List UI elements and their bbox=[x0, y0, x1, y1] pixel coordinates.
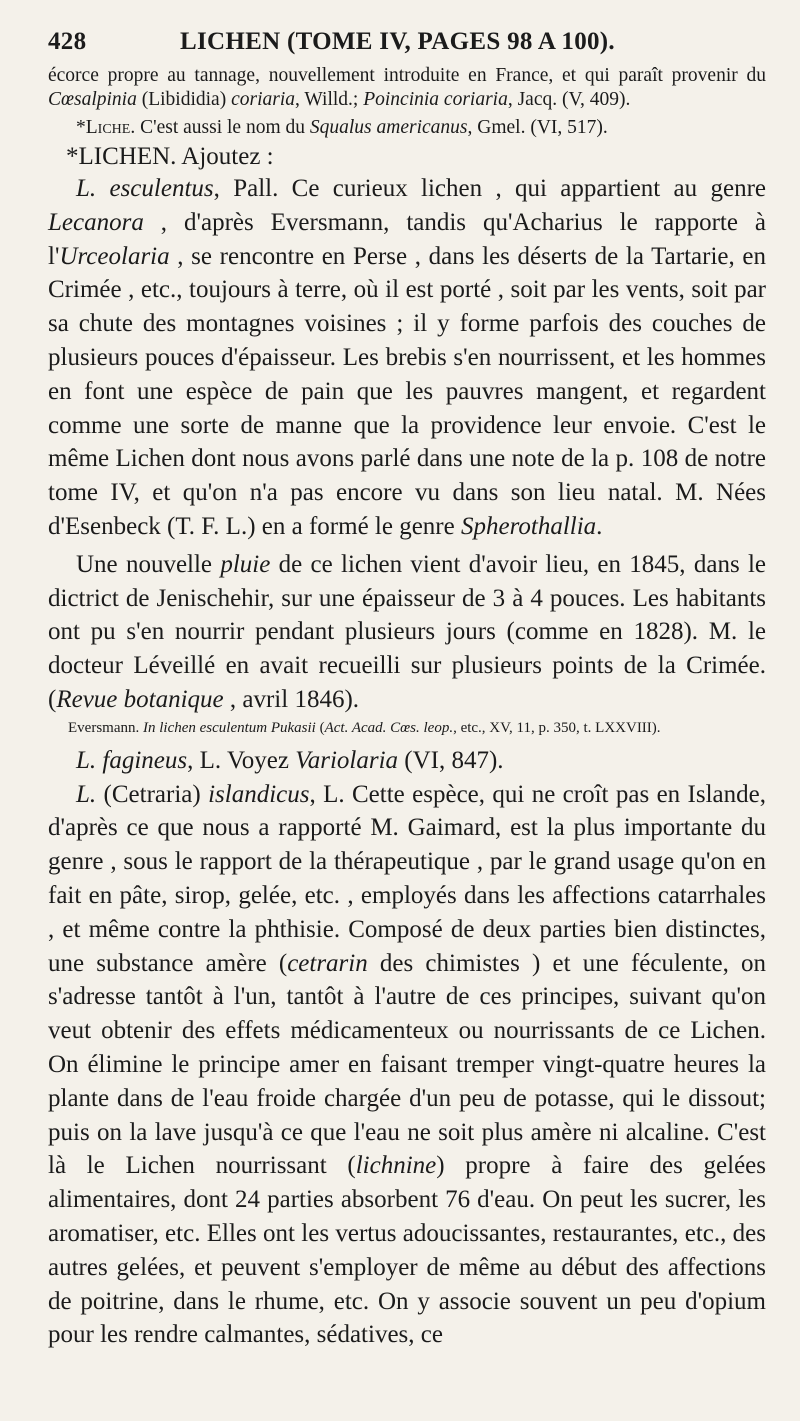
paragraph-pluie: Une nouvelle pluie de ce lichen vient d'avoir lieu, en 1845, dans le dictrict de Jenischehir, sur une épaisseur de 3 à 4 pouces. Les habitants ont pu s'en nourrir pendant plusieurs jours (comme en 1828). M. le docteur Léveillé en avait recueilli sur plusieurs points de la Crimée. (Revue botanique , avril 1846). bbox=[48, 550, 767, 713]
paragraph-fagineus: L. fagineus, L. Voyez Variolaria (VI, 847). bbox=[76, 746, 504, 774]
page-number: 428 bbox=[48, 28, 87, 55]
paragraph-liche: *Liche. C'est aussi le nom du Squalus americanus, Gmel. (VI, 517). bbox=[76, 117, 608, 138]
paragraph-esculentus: L. esculentus, Pall. Ce curieux lichen , qui appartient au genre Lecanora , d'après Eversmann, tandis qu'Acharius le rapporte à l'Urceolaria , se rencontre en Perse , dans les déserts de la Tartarie, en Crimée , etc., toujours à terre, où il est porté , soit par les vents, soit par sa chute des montagnes voisines ; il y forme parfois des couches de plusieurs pouces d'épaisseur. Les brebis s'en nourrissent, et les hommes en font une espèce de pain que les pauvres mangent, et regardent comme une sorte de manne que la providence leur envoie. C'est le même Lichen dont nous avons parlé dans une note de la p. 108 de notre tome IV, et qu'on n'a pas encore vu dans son lieu natal. M. Nées d'Esenbeck (T. F. L.) en a formé le genre Spherothallia. bbox=[48, 175, 766, 540]
paragraph-ecorce: écorce propre au tannage, nouvellement introduite en France, et qui paraît provenir du Cœsalpinia (Libididia) coriaria, Willd.; Poincinia coriaria, Jacq. (V, 409). bbox=[48, 65, 766, 110]
entry-heading-lichen: *LICHEN. Ajoutez : bbox=[66, 143, 274, 170]
running-head bbox=[48, 28, 766, 64]
paragraph-islandicus: L. (Cetraria) islandicus, L. Cette espèce, qui ne croît pas en Islande, d'après ce que nous a rapporté M. Gaimard, est la plus importante du genre , sous le rapport de la thérapeutique , par le grand usage qu'on en fait en pâte, sirop, gelée, etc. , employés dans les affections catarrhales , et même contre la phthisie. Composé de deux parties bien distinctes, une substance amère (cetrarin des chimistes ) et une féculente, on s'adresse tantôt à l'un, tantôt à l'autre de ces principes, suivant qu'on veut obtenir des effets médicamenteux ou nourrissants de ce Lichen. On élimine le principe amer en faisant tremper vingt-quatre heures la plante dans de l'eau froide chargée d'un peu de potasse, qui le dissout; puis on la lave jusqu'à ce que l'eau ne soit plus amère ni alcaline. C'est là le Lichen nourrissant (lichnine) propre à faire des gelées alimentaires, dont 24 parties absorbent 76 d'eau. On peut les sucrer, les aromatiser, etc. Elles ont les vertus adoucissantes, restaurantes, etc., des autres gelées, et peuvent s'employer de même au début des affections de poitrine, dans le rhume, etc. On y associe souvent un peu d'opium pour les rendre calmantes, sédatives, ce bbox=[48, 780, 766, 1349]
running-title: LICHEN (TOME IV, PAGES 98 A 100). bbox=[180, 28, 615, 55]
reference-note: Eversmann. In lichen esculentum Pukasii (Act. Acad. Cœs. leop., etc., XV, 11, p. 350, t. LXXVIII). bbox=[68, 719, 661, 736]
